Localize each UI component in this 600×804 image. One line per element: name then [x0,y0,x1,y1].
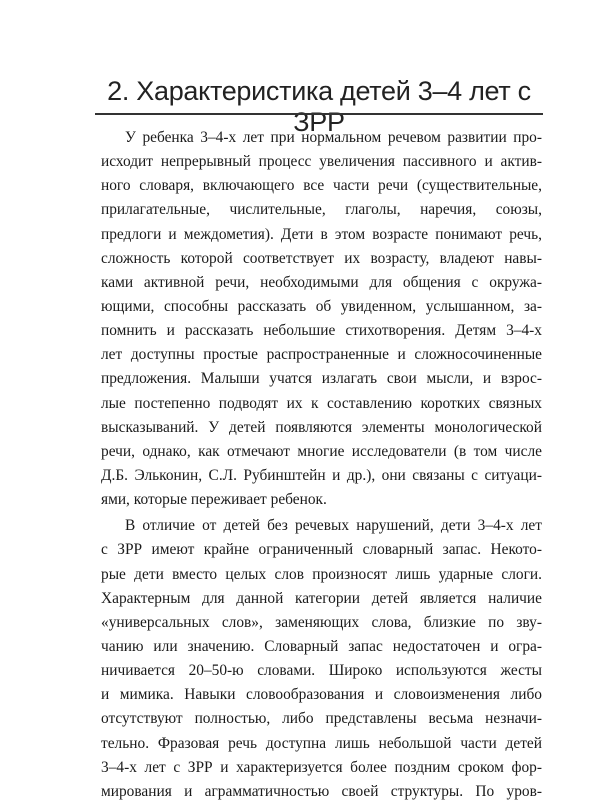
text-line: лет доступны простые распространенные и сложносочиненные [101,346,542,364]
paragraph-2 [101,514,542,804]
body-text [101,126,542,804]
heading-underline [95,113,543,115]
text-line: предложения. Малыши учатся излагать свои мысли, и взрос- [101,370,542,388]
text-line: ющими, способны рассказать об увиденном, услышанном, за- [101,297,542,315]
text-line: предлоги и междометия). Дети в этом возрасте понимают речь, [101,225,542,243]
text-line: мирования и аграмматичностью своей структуры. По уров- [101,782,542,800]
text-line: ями, которые переживает ребенок. [101,491,327,509]
paragraph-1 [101,126,542,512]
text-line: У ребенка 3–4-х лет при нормальном речевом развитии про- [125,129,542,146]
text-line: речи, однако, как отмечают многие исследователи (в том числе [101,442,542,460]
section-heading: 2. Характеристика детей 3–4 лет с ЗРР [107,76,531,137]
text-line: Д.Б. Эльконин, С.Л. Рубинштейн и др.), они связаны с ситуаци- [101,466,542,484]
text-line: «универсальных слов», заменяющих слова, близкие по зву- [101,613,542,631]
text-line: лые постепенно подводят их к составлению коротких связных [101,394,542,412]
text-line: и мимика. Навыки словообразования и словоизменения либо [101,686,542,704]
text-line: В отличие от детей без речевых нарушений, дети 3–4-х лет [125,517,542,535]
text-line: чанию или значению. Словарный запас недостаточен и огра- [101,637,542,655]
text-line: тельно. Фразовая речь доступна лишь небольшой части детей [101,734,542,752]
text-line: рые дети вместо целых слов произносят лишь ударные слоги. [101,565,542,583]
text-line: прилагательные, числительные, глаголы, наречия, союзы, [101,201,542,219]
text-line: Характерным для данной категории детей является наличие [101,589,542,607]
text-line: сложность которой соответствует их возрасту, владеют навы- [101,249,542,267]
text-line: отсутствуют полностью, либо представлены весьма незначи- [101,710,542,728]
text-line: помнить и рассказать небольшие стихотворения. Детям 3–4-х [101,322,542,340]
text-line: ками активной речи, необходимыми для общения с окружа- [101,273,542,291]
text-line: высказываний. У детей появляются элементы монологической [101,418,542,436]
text-line: ного словаря, включающего все части речи (существительные, [101,177,542,195]
text-line: ничивается 20–50-ю словами. Широко используются жесты [101,662,542,680]
text-line: с ЗРР имеют крайне ограниченный словарный запас. Некото- [101,541,542,559]
text-line: исходит непрерывный процесс увеличения пассивного и актив- [101,153,542,171]
text-line: 3–4-х лет с ЗРР и характеризуется более поздним сроком фор- [101,758,542,776]
